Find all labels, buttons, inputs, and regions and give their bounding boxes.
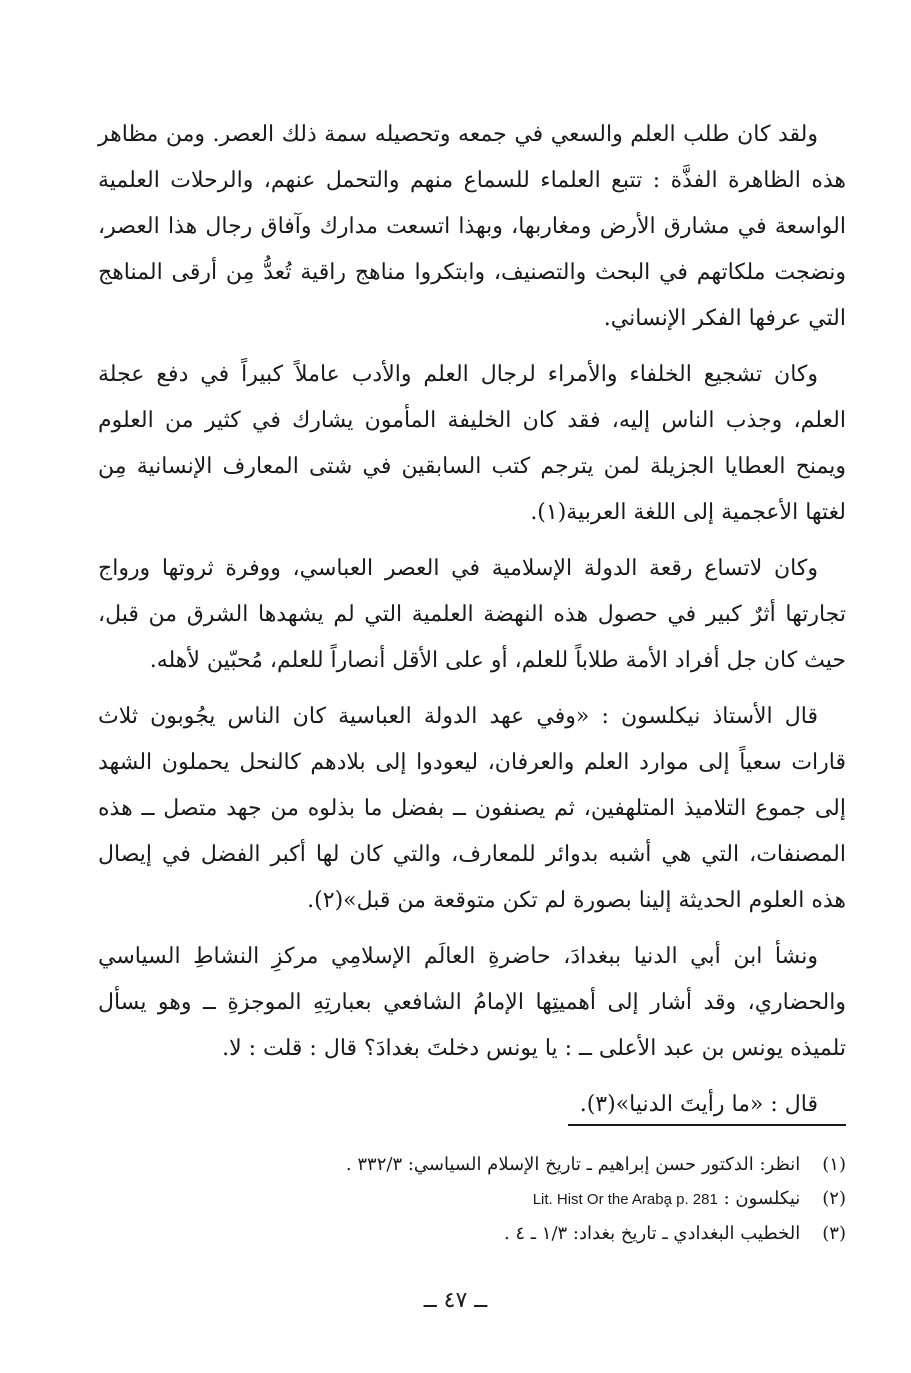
footnote-latin-reference: Lit. Hist Or the Araba̧ p. 281: [532, 1191, 718, 1208]
paragraph-3: وكان لاتساع رقعة الدولة الإسلامية في العصر العباسي، ووفرة ثروتها ورواج تجارتها أثرٌ كبير في حصول هذه النهضة العلمية التي لم يشهدها الشرق من قبل، حيث كان جل أفراد الأمة طلاباً للعلم، أو على الأقل أنصاراً للعلم، مُحبّين لأهله.: [98, 556, 846, 673]
footnote-text: انظر: الدكتور حسن إبراهيم ـ تاريخ الإسلام السياسي: ٣٣٢/٣ .: [345, 1154, 801, 1175]
footnotes: [98, 1148, 846, 1251]
footnote-number: (٣): [822, 1223, 846, 1244]
footnote-text: الخطيب البغدادي ـ تاريخ بغداد: ١/٣ ـ ٤ .: [503, 1223, 801, 1244]
paragraph-1: ولقد كان طلب العلم والسعي في جمعه وتحصيله سمة ذلك العصر. ومن مظاهر هذه الظاهرة الفذَّة : تتبع العلماء للسماع منهم والتحمل عنهم، والرحلات العلمية الواسعة في مشارق الأرض ومغاربها، وبهذا اتسعت مدارك وآفاق رجال هذا العصر، ونضجت ملكاتهم في البحث والتصنيف، وابتكروا مناهج راقية تُعدُّ مِن أرقى المناهج التي عرفها الفكر الإنساني.: [98, 122, 846, 331]
footnote-number: (١): [822, 1154, 846, 1175]
footnote-number: (٢): [822, 1188, 846, 1209]
footnote-3: [98, 1217, 846, 1251]
paragraph-6: قال : «ما رأيتَ الدنيا»(٣).: [579, 1092, 818, 1117]
footnote-text: نيكلسون :: [723, 1188, 801, 1209]
paragraph-5: ونشأ ابن أبي الدنيا ببغدادَ، حاضرةِ العالَم الإسلامِي مركزِ النشاطِ السياسي والحضاري، وقد أشار إلى أهميتِها الإمامُ الشافعي بعبارتِهِ الموجزةِ ــ وهو يسأل تلميذه يونس بن عبد الأعلى ــ : يا يونس دخلتَ بغدادَ؟ قال : قلت : لا.: [98, 944, 846, 1061]
footnote-2: [98, 1182, 846, 1217]
paragraph-4: قال الأستاذ نيكلسون : «وفي عهد الدولة العباسية كان الناس يجُوبون ثلاث قارات سعياً إلى موارد العلم والعرفان، ليعودوا إلى بلادهم كالنحل يحملون الشهد إلى جموع التلاميذ المتلهفين، ثم يصنفون ــ بفضل ما بذلوه من جهد متصل ــ هذه المصنفات، التي هي أشبه بدوائر للمعارف، والتي كان لها أكبر الفضل في إيصال هذه العلوم الحديثة إلينا بصورة لم تكن متوقعة من قبل»(٢).: [98, 704, 846, 913]
footnote-1: [98, 1148, 846, 1182]
paragraph-2: وكان تشجيع الخلفاء والأمراء لرجال العلم والأدب عاملاً كبيراً في دفع عجلة العلم، وجذب الناس إليه، فقد كان الخليفة المأمون يشارك في كثير من العلوم ويمنح العطايا الجزيلة لمن يترجم كتب السابقين في شتى المعارف الإنسانية مِن لغتها الأعجمية إلى اللغة العربية(١).: [98, 362, 846, 525]
main-text: [98, 112, 846, 1128]
footnote-separator: [568, 1124, 846, 1126]
page-number: ــ ٤٧ ــ: [423, 1288, 488, 1313]
